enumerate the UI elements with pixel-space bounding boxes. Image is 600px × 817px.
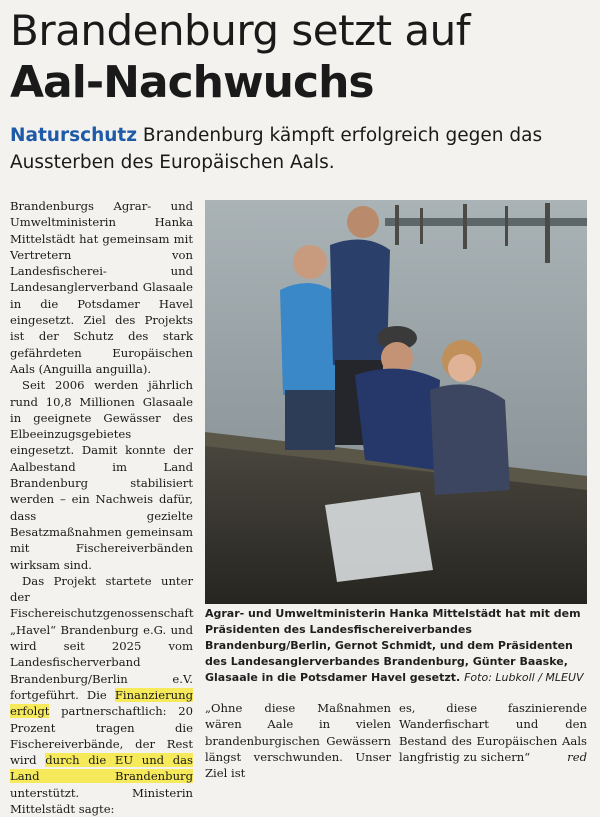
lead-paragraph [10,122,570,176]
article-photo [205,200,587,604]
headline-line-1: Brandenburg setzt auf [10,6,471,55]
photo-far-shore [385,218,587,226]
author-signature: red [567,749,587,764]
body-p3-part-c: unterstützt. Ministerin Mittelstädt sagte: [10,785,193,816]
photo-caption [205,606,590,686]
quote-column-2 [399,700,587,765]
quote-part-2 [399,700,587,765]
quote-column-1 [205,700,391,781]
photo-credit: Foto: Lubkoll / MLEUV [464,671,584,684]
lead-text: Brandenburg kämpft erfolgreich gegen das Aussterben des Europäischen Aals. [10,125,543,173]
photo-glass-eel-tray [325,492,433,582]
headline-line-2: Aal-Nachwuchs [10,57,374,108]
body-paragraph-3 [10,573,193,817]
body-paragraph-1: Brandenburgs Agrar- und Umweltministerin Hanka Mittelstädt hat gemeinsam mit Vertretern von Landesfischerei- und Landesanglerverband Glasaale in die Potsdamer Havel eingesetzt. Ziel des Projekts ist der Schutz des stark gefährdeten Europäischen Aals (Anguilla anguilla). [10,199,193,376]
body-paragraph-2: Seit 2006 werden jährlich rund 10,8 Millionen Glasaale in geeignete Gewässer des Elbeeinzugsgebietes eingesetzt. Damit konnte der Aalbestand im Land Brandenburg stabilisiert werden – ein Nachweis dafür, dass gezielte Besatzmaßnahmen gemeinsam mit Fischereiverbänden wirksam sind. [10,378,193,572]
caption-text: Agrar- und Umweltministerin Hanka Mittelstädt hat mit dem Präsidenten des Landesfischereiverbandes Brandenburg/Berlin, Gernot Schmidt, und dem Präsidenten des Landesanglerverbandes Brandenburg, Günter Baaske, Glasaale in die Potsdamer Havel gesetzt. [205,607,581,684]
quote-part-1: „Ohne diese Maßnahmen wären Aale in vielen brandenburgischen Gewässern längst verschwunden. Unser Ziel ist [205,701,391,781]
body-p3-part-a: Das Projekt startete unter der Fischereischutzgenossenschaft „Havel“ Brandenburg e.G. und wird seit 2025 vom Landesfischerverband Brandenburg/Berlin e.V. fortgeführt. Die [10,573,194,702]
quote-part-2-text: es, diese faszinierende Wanderfischart und den Bestand des Europäischen Aals langfristig zu sichern“ [399,701,587,764]
body-p3-part-b: partnerschaftlich: 20 Prozent tragen die Fischereiverbände, der Rest wird [10,704,193,768]
lead-keyword: Naturschutz [10,125,138,146]
highlight-eu-land: durch die EU und das Land Brandenburg [10,753,194,784]
highlight-financing: Finanzierung erfolgt [10,687,193,719]
article-body-column [10,198,193,817]
